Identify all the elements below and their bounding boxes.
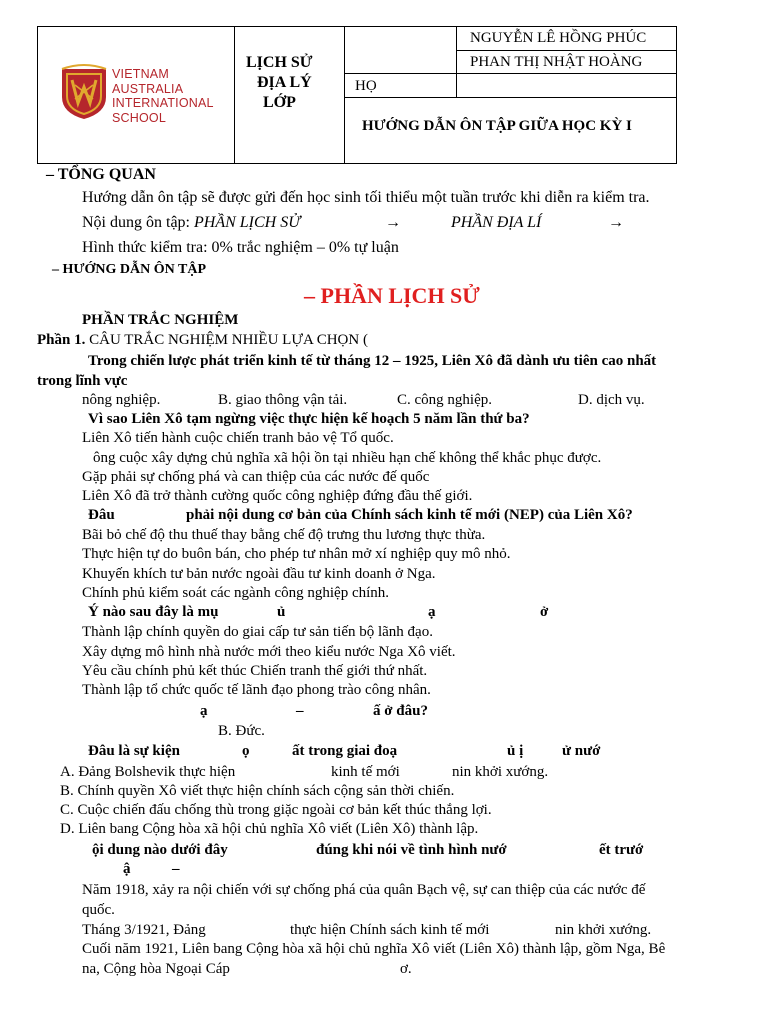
answer-option: Thành lập chính quyền do giai cấp tư sản tiến bộ lãnh đạo. [82, 624, 433, 640]
question-fragment: ấ ở đâu? [373, 703, 428, 719]
part1-label: Phần 1. [37, 332, 90, 348]
question-text: Đâu là sự kiện [88, 743, 180, 759]
teacher-name-2: PHAN THỊ NHẬT HOÀNG [470, 54, 643, 70]
teacher-name-1: NGUYỄN LÊ HỒNG PHÚC [470, 30, 647, 46]
answer-option: Tháng 3/1921, Đảng [82, 922, 206, 938]
student-name-label: HỌ [355, 78, 377, 94]
question-text: Trong chiến lược phát triển kinh tế từ tháng 12 – 1925, Liên Xô đã dành ưu tiên cao nhất [88, 353, 657, 369]
answer-option: D. dịch vụ. [578, 392, 645, 408]
subject-line: LỊCH SỬ [246, 54, 313, 71]
question-fragment: ủ [277, 604, 286, 620]
answer-option: D. Liên bang Cộng hòa xã hội chủ nghĩa Xô viết (Liên Xô) thành lập. [60, 821, 479, 837]
question-fragment: ết trướ [599, 842, 644, 858]
content-label: Nội dung ôn tập: [82, 214, 194, 231]
answer-option: Yêu cầu chính phủ kết thúc Chiến tranh thế giới thứ nhất. [82, 663, 428, 679]
answer-option: B. Chính quyền Xô viết thực hiện chính sách cộng sản thời chiến. [60, 783, 455, 799]
question-text: Ý nào sau đây là mụ [88, 604, 219, 620]
answer-option: B. giao thông vận tải. [218, 392, 348, 408]
school-line: AUSTRALIA [112, 81, 184, 96]
answer-fragment: thực hiện Chính sách kinh tế mới [290, 922, 490, 938]
content-line [82, 215, 300, 231]
mc-heading: PHẦN TRẮC NGHIỆM [82, 312, 239, 328]
answer-option-cont: na, Cộng hòa Ngoại Cáp [82, 961, 230, 977]
part1-heading [37, 333, 368, 348]
arrow-icon: → [385, 214, 401, 231]
overview-line: Hướng dẫn ôn tập sẽ được gửi đến học sinh tối thiểu một tuần trước khi diễn ra kiểm tra. [82, 189, 650, 206]
answer-option: Năm 1918, xảy ra nội chiến với sự chống phá của quân Bạch vệ, sự can thiệp của các nước đế [82, 882, 646, 898]
header-table [37, 26, 677, 164]
question-text: Đâu [88, 507, 115, 523]
question-fragment: ạ [200, 703, 208, 719]
answer-option: Xây dựng mô hình nhà nước mới theo kiểu nước Nga Xô viết. [82, 644, 456, 660]
answer-fragment: nin khởi xướng. [555, 922, 652, 938]
question-fragment: ậ [123, 861, 131, 877]
arrow-icon: → [608, 214, 624, 231]
question-text: trong lĩnh vực [37, 373, 128, 389]
answer-option: ông cuộc xây dựng chủ nghĩa xã hội ồn tại nhiều hạn chế không thể khắc phục được. [93, 450, 602, 466]
answer-option: Thực hiện tự do buôn bán, cho phép tư nhân mở xí nghiệp quy mô nhỏ. [82, 546, 511, 562]
answer-option: Liên Xô tiến hành cuộc chiến tranh bảo vệ Tổ quốc. [82, 430, 394, 446]
school-line: SCHOOL [112, 110, 166, 125]
school-line: VIETNAM [112, 67, 169, 81]
question-fragment: ủ ị [507, 743, 524, 759]
answer-option: C. công nghiệp. [397, 392, 492, 408]
answer-option: Chính phủ kiểm soát các ngành công nghiệp chính. [82, 585, 390, 601]
question-fragment: – [172, 861, 180, 877]
answer-fragment: kinh tế mới [331, 764, 400, 780]
answer-option: Liên Xô đã trở thành cường quốc công nghiệp đứng đầu thế giới. [82, 488, 473, 504]
question-fragment: đúng khi nói về tình hình nướ [316, 842, 507, 858]
answer-option: Thành lập tổ chức quốc tế lãnh đạo phong trào công nhân. [82, 682, 431, 698]
answer-option: Gặp phải sự chống phá và can thiệp của các nước đế quốc [82, 469, 430, 485]
question-text: ội dung nào dưới đây [92, 842, 228, 858]
question-fragment: ử nướ [562, 743, 601, 759]
subject-line: LỚP [263, 94, 296, 111]
question-fragment: ọ [242, 743, 250, 759]
school-name [112, 67, 214, 125]
question-fragment: ở [540, 604, 549, 620]
answer-option: Cuối năm 1921, Liên bang Cộng hòa xã hội chủ nghĩa Xô viết (Liên Xô) thành lập, gồm Nga, Bê [82, 941, 666, 957]
answer-option: Bãi bỏ chế độ thu thuế thay bằng chế độ trưng thu lương thực thừa. [82, 527, 486, 543]
answer-option-cont: quốc. [82, 902, 115, 918]
document-title: HƯỚNG DẪN ÔN TẬP GIỮA HỌC KỲ I [362, 118, 632, 134]
part1-text: CÂU TRẮC NGHIỆM NHIỀU LỰA CHỌN ( [89, 332, 368, 348]
form-line: Hình thức kiểm tra: 0% trắc nghiệm – 0% tự luận [82, 239, 399, 256]
answer-option: Khuyến khích tư bản nước ngoài đầu tư kinh doanh ở Nga. [82, 566, 436, 582]
question-text: phải nội dung cơ bản của Chính sách kinh tế mới (NEP) của Liên Xô? [186, 507, 633, 523]
question-fragment: ất trong giai đoạ [292, 743, 398, 759]
subject-line: ĐỊA LÝ [257, 74, 312, 91]
answer-option: A. Đảng Bolshevik thực hiện [60, 764, 236, 780]
school-logo-icon [58, 63, 110, 121]
question-fragment: ạ [428, 604, 436, 620]
answer-option: B. Đức. [218, 723, 265, 739]
overview-heading: – TỔNG QUAN [46, 166, 156, 183]
school-line: INTERNATIONAL [112, 96, 214, 110]
answer-fragment: ơ. [400, 961, 412, 977]
guide-heading: – HƯỚNG DẪN ÔN TẬP [52, 262, 206, 277]
answer-option: nông nghiệp. [82, 392, 161, 408]
section-title: – PHẦN LỊCH SỬ [304, 283, 480, 308]
content-history: PHẦN LỊCH SỬ [194, 214, 301, 231]
answer-option: C. Cuộc chiến đấu chống thù trong giặc ngoài cơ bản kết thúc thắng lợi. [60, 802, 492, 818]
content-geo: PHẦN ĐỊA LÍ [451, 214, 542, 231]
question-fragment: – [296, 703, 304, 719]
question-text: Vì sao Liên Xô tạm ngừng việc thực hiện kế hoạch 5 năm lần thứ ba? [88, 411, 530, 427]
answer-fragment: nin khởi xướng. [452, 764, 549, 780]
